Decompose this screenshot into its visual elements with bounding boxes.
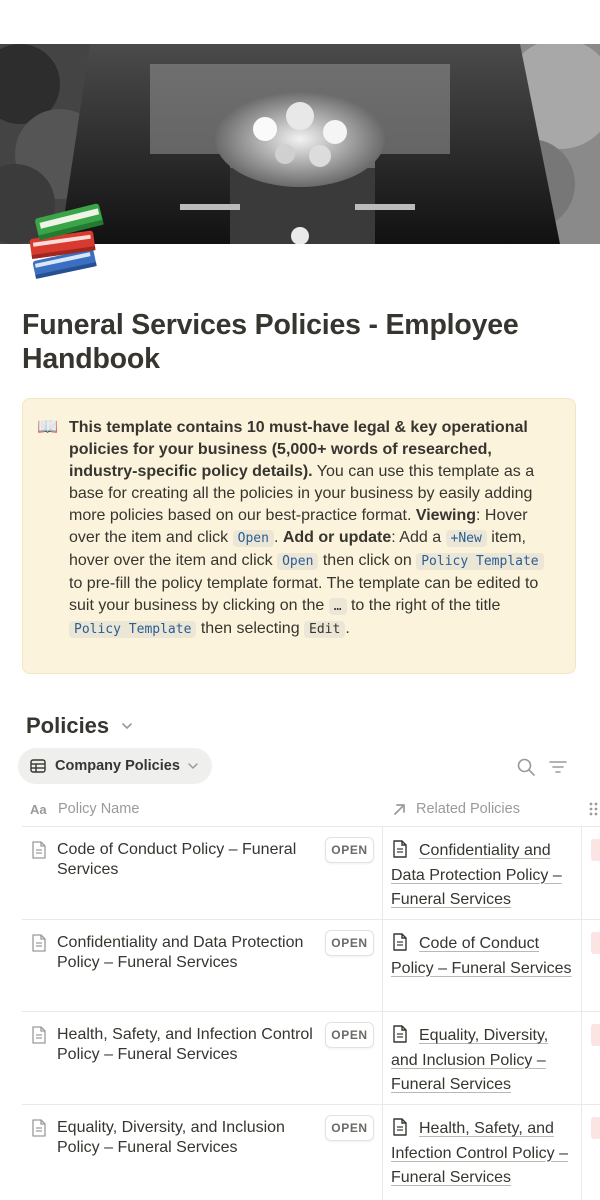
add-text: then click on [318, 552, 417, 569]
related-policy-link[interactable] [391, 839, 575, 913]
chevron-down-icon[interactable] [121, 720, 133, 732]
code-open: Open [233, 530, 274, 547]
database-header[interactable] [26, 712, 133, 740]
code-dots: … [329, 598, 347, 615]
page-icon [31, 1026, 47, 1044]
policy-name[interactable]: Confidentiality and Data Protection Policy – Funeral Services [57, 934, 304, 971]
add-text: to the right of the title [346, 597, 501, 614]
related-policy-title[interactable]: Confidentiality and Data Protection Policy – Funeral Services [391, 842, 562, 909]
tag-cell[interactable] [591, 839, 600, 861]
code-open: Open [277, 553, 318, 570]
policy-name-cell[interactable] [22, 1012, 382, 1104]
open-book-icon: 📖 [37, 417, 59, 436]
page-icon [391, 1025, 409, 1043]
add-text: : Add a [391, 529, 446, 546]
related-policy-link[interactable] [391, 1024, 575, 1098]
drag-handle-icon[interactable] [588, 801, 598, 817]
open-button[interactable]: OPEN [325, 837, 374, 863]
column-label: Policy Name [58, 800, 140, 817]
related-policy-title[interactable]: Equality, Diversity, and Inclusion Policy – Funeral Services [391, 1027, 549, 1094]
search-icon[interactable] [516, 757, 536, 777]
view-tab-company-policies[interactable] [18, 748, 212, 784]
related-policies-cell[interactable] [382, 920, 582, 1011]
callout-intro-bold: This template contains 10 must-have legal & key operational policies for your business (5,000+ words of researched, industry-specific policy details). [69, 419, 528, 480]
relation-arrow-icon [392, 801, 408, 817]
related-policy-link[interactable] [391, 1117, 575, 1191]
related-policies-cell[interactable] [382, 827, 582, 919]
code-new: +New [446, 530, 487, 547]
tag-cell[interactable] [591, 1117, 600, 1139]
add-update-label: Add or update [282, 529, 392, 546]
related-policy-title[interactable]: Code of Conduct Policy – Funeral Services [391, 935, 572, 977]
page-icon [391, 840, 409, 858]
add-text: item, hover over the item and click [69, 529, 526, 569]
code-policy-template: Policy Template [69, 621, 196, 638]
policy-name[interactable]: Equality, Diversity, and Inclusion Policy – Funeral Services [57, 1119, 285, 1156]
view-tab-label: Company Policies [55, 758, 180, 774]
policy-name-cell[interactable] [22, 1105, 382, 1200]
open-button[interactable]: OPEN [325, 1115, 374, 1141]
column-header-policy-name[interactable] [30, 790, 139, 827]
database-title[interactable]: Policies [26, 713, 110, 738]
svg-text:Aa: Aa [30, 801, 47, 816]
tag-cell[interactable] [591, 932, 600, 954]
policy-name[interactable]: Code of Conduct Policy – Funeral Services [57, 841, 297, 878]
callout-text: This template contains 10 must-have legal & key operational policies for your business (5,000+ words of researched, industry-specific policy details). You can use this template as a base for creating all the policies in your business by easily adding more policies based on our best-practice format. Viewing: Hover over the item and click Open . Add or update: Add a +New item, hover over the item and click Open then click on Policy Template to pre-fill the policy template format. The template can be edited to suit your business by clicking on the … to the right of the title Policy Template then selecting Edit . [69, 417, 555, 641]
callout-intro: You can use this template as a base for creating all the policies in your business by easily adding more policies based on our best-practice format. [69, 463, 535, 524]
text-property-icon [30, 802, 50, 816]
table-row[interactable] [22, 1105, 600, 1200]
table-icon [30, 759, 46, 773]
callout-end: . [345, 620, 350, 637]
top-bar [0, 0, 600, 44]
open-button[interactable]: OPEN [325, 1022, 374, 1048]
related-policies-cell[interactable] [382, 1012, 582, 1104]
table-row[interactable] [22, 827, 600, 920]
column-header-related-policies[interactable] [392, 790, 520, 827]
add-text: to pre-fill the policy template format. The template can be edited to suit your business by clicking on the [69, 575, 539, 614]
related-policy-link[interactable] [391, 932, 575, 981]
books-icon [22, 196, 112, 284]
policies-table [22, 790, 600, 1200]
tag-cell[interactable] [591, 1024, 600, 1046]
table-header [22, 790, 600, 827]
table-row[interactable] [22, 920, 600, 1012]
code-policy-template: Policy Template [416, 553, 543, 570]
instructions-callout [22, 398, 576, 674]
column-label: Related Policies [416, 800, 520, 817]
page-icon [31, 841, 47, 859]
page-title: Funeral Services Policies - Employee Handbook [22, 309, 519, 375]
table-row[interactable] [22, 1012, 600, 1105]
related-policies-cell[interactable] [382, 1105, 582, 1200]
related-policy-title[interactable]: Health, Safety, and Infection Control Policy – Funeral Services [391, 1120, 568, 1187]
page-icon [31, 1119, 47, 1137]
viewing-label: Viewing [415, 507, 477, 524]
add-text: then selecting [196, 620, 305, 637]
policy-name-cell[interactable] [22, 920, 382, 1011]
policy-name-cell[interactable] [22, 827, 382, 919]
page-icon [391, 1118, 409, 1136]
chevron-down-icon [187, 760, 199, 772]
page-icon [31, 934, 47, 952]
viewing-text: : Hover over the item and click [69, 507, 528, 546]
code-edit: Edit [304, 621, 345, 638]
page-icon [391, 933, 409, 951]
open-button[interactable]: OPEN [325, 930, 374, 956]
policy-name[interactable]: Health, Safety, and Infection Control Policy – Funeral Services [57, 1026, 313, 1063]
filter-icon[interactable] [548, 757, 568, 777]
